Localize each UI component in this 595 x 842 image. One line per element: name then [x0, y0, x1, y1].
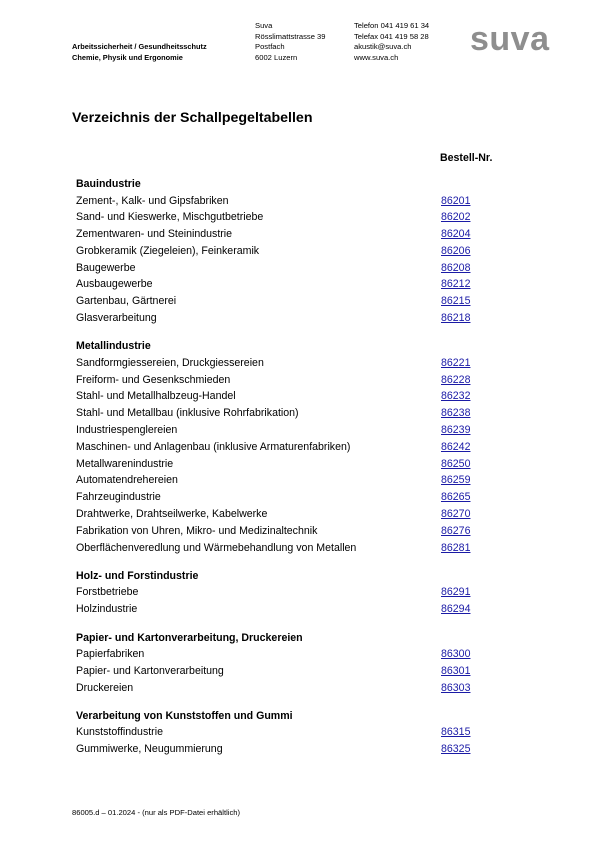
list-item [76, 226, 496, 243]
order-number-link[interactable]: 86315 [441, 726, 471, 739]
list-item [76, 209, 496, 226]
item-name: Gartenbau, Gärtnerei [76, 295, 177, 308]
list-item [76, 276, 496, 293]
item-name: Stahl- und Metallbau (inklusive Rohrfabrikation) [76, 407, 299, 420]
list-item [76, 372, 496, 389]
order-number-link[interactable]: 86218 [441, 312, 471, 325]
contact-email: akustik@suva.ch [354, 42, 412, 52]
item-name: Oberflächenveredlung und Wärmebehandlung von Metallen [76, 541, 357, 554]
list-item [76, 741, 496, 758]
section [76, 338, 496, 556]
item-name: Industriespenglereien [76, 424, 178, 437]
contact-web: www.suva.ch [354, 52, 399, 62]
list-item [76, 601, 496, 618]
order-number-link[interactable]: 86300 [441, 648, 471, 661]
order-number-column-header: Bestell-Nr. [440, 152, 493, 164]
order-number-link[interactable]: 86250 [441, 457, 471, 470]
item-name: Kunststoffindustrie [76, 726, 163, 739]
item-name: Grobkeramik (Ziegeleien), Feinkeramik [76, 244, 260, 257]
list-item [76, 310, 496, 327]
section [76, 568, 496, 618]
item-name: Drahtwerke, Drahtseilwerke, Kabelwerke [76, 508, 268, 521]
order-number-link[interactable]: 86206 [441, 244, 471, 257]
list-item [76, 663, 496, 680]
item-name: Papierfabriken [76, 648, 145, 661]
list-item [76, 646, 496, 663]
order-number-link[interactable]: 86239 [441, 424, 471, 437]
list-item [76, 680, 496, 697]
order-number-link[interactable]: 86259 [441, 474, 471, 487]
address-line: Suva [255, 21, 273, 30]
list-item [76, 506, 496, 523]
item-name: Maschinen- und Anlagenbau (inklusive Armaturenfabriken) [76, 440, 351, 453]
department-line: Chemie, Physik und Ergonomie [72, 52, 183, 62]
order-number-link[interactable]: 86303 [441, 681, 471, 694]
page-title: Verzeichnis der Schallpegeltabellen [72, 110, 313, 126]
list-item [76, 388, 496, 405]
item-name: Holzindustrie [76, 603, 138, 616]
section-title: Bauindustrie [76, 178, 141, 190]
section-title: Verarbeitung von Kunststoffen und Gummi [76, 709, 293, 722]
order-number-link[interactable]: 86202 [441, 211, 471, 224]
suva-logo: suva [470, 20, 550, 58]
item-name: Forstbetriebe [76, 586, 139, 599]
header-contact [354, 21, 429, 63]
item-name: Fabrikation von Uhren, Mikro- und Medizinaltechnik [76, 524, 318, 537]
item-name: Freiform- und Gesenkschmieden [76, 373, 231, 386]
item-name: Baugewerbe [76, 261, 136, 274]
list-item [76, 540, 496, 557]
item-name: Metallwarenindustrie [76, 457, 174, 470]
item-name: Stahl- und Metallhalbzeug-Handel [76, 390, 236, 403]
order-number-link[interactable]: 86291 [441, 586, 471, 599]
order-number-link[interactable]: 86265 [441, 491, 471, 504]
item-name: Gummiwerke, Neugummierung [76, 743, 223, 756]
order-number-link[interactable]: 86325 [441, 743, 471, 756]
item-name: Druckereien [76, 681, 134, 694]
order-number-link[interactable]: 86270 [441, 508, 471, 521]
section-title: Metallindustrie [76, 340, 151, 353]
address-line: 6002 Luzern [255, 52, 298, 62]
item-name: Ausbaugewerbe [76, 278, 153, 291]
item-name: Sandformgiessereien, Druckgiessereien [76, 356, 264, 369]
order-number-link[interactable]: 86208 [441, 261, 471, 274]
address-line: Rösslimattstrasse 39 [255, 31, 326, 41]
item-name: Fahrzeugindustrie [76, 491, 161, 504]
order-number-link[interactable]: 86215 [441, 295, 471, 308]
list-item [76, 293, 496, 310]
list-item [76, 260, 496, 277]
item-name: Zementwaren- und Steinindustrie [76, 228, 233, 241]
order-number-link[interactable]: 86242 [441, 440, 471, 453]
header-department [72, 42, 207, 63]
order-number-link[interactable]: 86204 [441, 228, 471, 241]
address-line: Postfach [255, 42, 285, 52]
section [76, 708, 496, 758]
list-item [76, 355, 496, 372]
section [76, 630, 496, 697]
list-item [76, 489, 496, 506]
page-footer: 86005.d – 01.2024 - (nur als PDF-Datei erhältlich) [72, 808, 240, 817]
department-line: Arbeitssicherheit / Gesundheitsschutz [72, 42, 207, 51]
order-number-link[interactable]: 86228 [441, 373, 471, 386]
list-item [76, 243, 496, 260]
sections-list [76, 176, 496, 770]
list-item [76, 523, 496, 540]
order-number-link[interactable]: 86281 [441, 541, 471, 554]
list-item [76, 456, 496, 473]
order-number-link[interactable]: 86276 [441, 524, 471, 537]
order-number-link[interactable]: 86238 [441, 407, 471, 420]
header-address [255, 21, 325, 63]
section-title: Papier- und Kartonverarbeitung, Druckereien [76, 631, 303, 644]
order-number-link[interactable]: 86201 [441, 194, 471, 207]
list-item [76, 193, 496, 210]
item-name: Glasverarbeitung [76, 312, 157, 325]
list-item [76, 422, 496, 439]
order-number-link[interactable]: 86232 [441, 390, 471, 403]
item-name: Zement-, Kalk- und Gipsfabriken [76, 194, 229, 207]
section [76, 176, 496, 327]
order-number-link[interactable]: 86221 [441, 356, 471, 369]
list-item [76, 724, 496, 741]
contact-fax: Telefax 041 419 58 28 [354, 31, 429, 41]
list-item [76, 405, 496, 422]
item-name: Papier- und Kartonverarbeitung [76, 664, 224, 677]
contact-phone: Telefon 041 419 61 34 [354, 21, 430, 30]
order-number-link[interactable]: 86212 [441, 278, 471, 291]
item-name: Automatendrehereien [76, 474, 178, 487]
list-item [76, 439, 496, 456]
section-title: Holz- und Forstindustrie [76, 569, 199, 582]
list-item [76, 584, 496, 601]
order-number-link[interactable]: 86294 [441, 603, 471, 616]
item-name: Sand- und Kieswerke, Mischgutbetriebe [76, 211, 264, 224]
list-item [76, 472, 496, 489]
order-number-link[interactable]: 86301 [441, 664, 471, 677]
